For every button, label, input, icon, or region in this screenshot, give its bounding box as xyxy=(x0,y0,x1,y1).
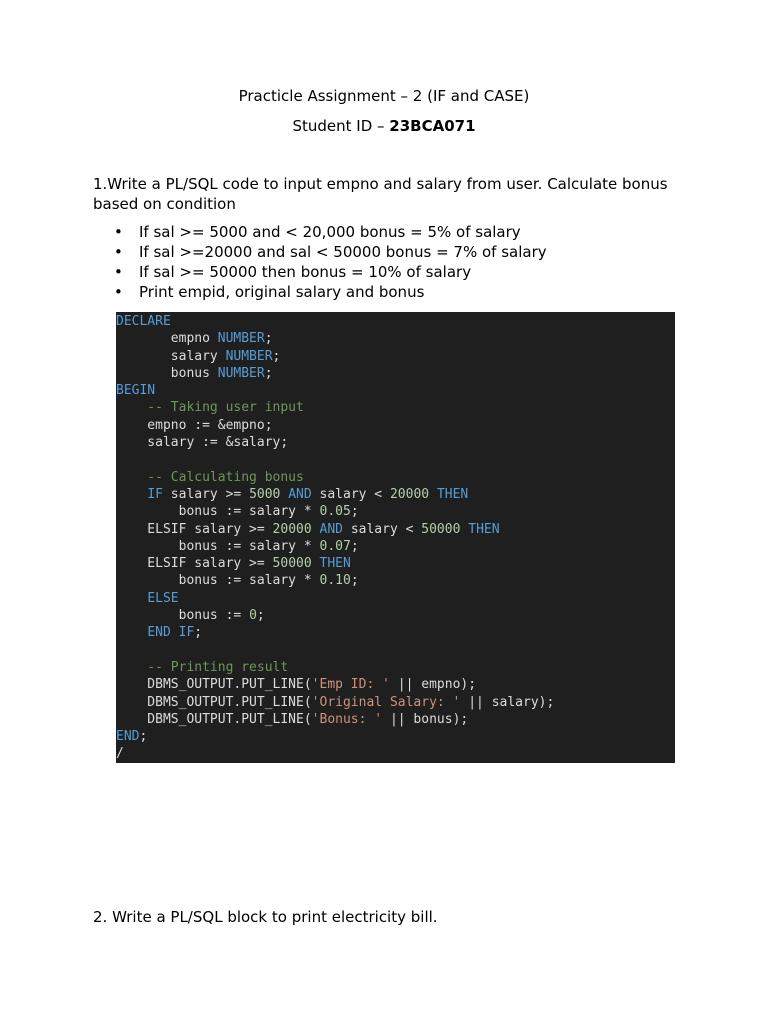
code-token: 0.10 xyxy=(319,573,351,589)
student-id-value: 23BCA071 xyxy=(389,117,476,135)
code-line xyxy=(116,365,675,382)
code-token: salary xyxy=(116,348,226,364)
code-token: ELSIF salary >= xyxy=(116,556,273,572)
list-item xyxy=(93,262,693,282)
code-line xyxy=(116,503,675,520)
question-2-text: 2. Write a PL/SQL block to print electricity bill. xyxy=(93,908,438,926)
code-line xyxy=(116,659,675,676)
list-item xyxy=(93,242,693,262)
assignment-title-text: Practicle Assignment – 2 (IF and CASE) xyxy=(238,87,530,105)
code-line xyxy=(116,607,675,624)
code-token: salary >= xyxy=(162,486,250,502)
code-token: ; xyxy=(139,729,148,745)
code-token: 50000 xyxy=(272,556,312,572)
code-line xyxy=(116,590,675,607)
code-token: ; xyxy=(264,331,273,347)
list-item-text: If sal >= 50000 then bonus = 10% of salary xyxy=(139,263,472,281)
code-token: DBMS_OUTPUT.PUT_LINE( xyxy=(116,694,312,710)
code-token xyxy=(116,487,147,502)
code-token: THEN xyxy=(436,486,469,502)
code-token: || bonus); xyxy=(382,711,469,727)
code-line xyxy=(116,521,675,538)
question-1-conditions xyxy=(93,222,693,302)
code-line xyxy=(116,728,675,745)
code-line xyxy=(116,469,675,486)
code-line xyxy=(116,555,675,572)
code-token: 5000 xyxy=(249,486,281,502)
code-token: THEN xyxy=(319,556,351,572)
code-token: salary < xyxy=(311,486,390,502)
code-token: bonus := salary * xyxy=(116,504,320,520)
code-token xyxy=(312,556,320,571)
code-token: 0 xyxy=(249,608,257,624)
code-token: ELSE xyxy=(147,590,179,606)
code-token: DBMS_OUTPUT.PUT_LINE( xyxy=(116,677,312,693)
list-item xyxy=(93,222,693,242)
code-token: 'Original Salary: ' xyxy=(311,694,461,710)
code-line xyxy=(116,745,675,762)
code-token: IF xyxy=(147,486,163,502)
code-token xyxy=(116,591,147,606)
question-1-text: 1.Write a PL/SQL code to input empno and salary from user. Calculate bonus based on condition xyxy=(93,175,668,213)
code-token: 'Emp ID: ' xyxy=(311,677,390,693)
code-token: NUMBER xyxy=(217,365,265,381)
student-id-line xyxy=(0,116,768,136)
code-token: 50000 xyxy=(421,521,461,537)
code-token: ; xyxy=(256,608,265,624)
code-line xyxy=(116,434,675,451)
code-token: NUMBER xyxy=(225,348,273,364)
code-token: bonus xyxy=(116,365,218,381)
bullet-icon: • xyxy=(114,243,123,261)
bullet-icon: • xyxy=(114,223,123,241)
code-token: salary < xyxy=(343,521,422,537)
code-line xyxy=(116,313,675,330)
code-token: AND xyxy=(288,486,312,502)
code-token: ; xyxy=(272,348,281,364)
code-token: -- Printing result xyxy=(116,659,289,675)
code-line xyxy=(116,399,675,416)
code-token: END xyxy=(116,729,140,745)
code-token: 20000 xyxy=(389,486,430,502)
code-token: ; xyxy=(350,504,359,520)
bullet-icon: • xyxy=(114,283,123,301)
code-token: || empno); xyxy=(389,677,477,693)
code-token: 0.07 xyxy=(319,538,351,554)
code-token: empno := &empno; xyxy=(116,417,273,433)
code-token: BEGIN xyxy=(116,383,156,399)
code-line xyxy=(116,676,675,693)
code-token: DECLARE xyxy=(116,314,171,329)
code-token: AND xyxy=(319,521,343,537)
code-line xyxy=(116,348,675,365)
code-token: ; xyxy=(264,365,273,381)
code-token xyxy=(116,625,147,640)
code-token: ; xyxy=(350,573,359,589)
code-token: END IF xyxy=(147,625,195,641)
code-token: empno xyxy=(116,331,218,347)
code-token: THEN xyxy=(468,521,500,537)
list-item-text: Print empid, original salary and bonus xyxy=(139,283,425,301)
code-token xyxy=(312,522,320,537)
code-line xyxy=(116,486,675,503)
code-token: salary := &salary; xyxy=(116,435,289,451)
code-token: 'Bonus: ' xyxy=(311,711,383,727)
code-screenshot xyxy=(116,312,675,763)
code-token: bonus := salary * xyxy=(116,538,320,554)
assignment-title xyxy=(0,86,768,106)
code-line xyxy=(116,624,675,641)
code-line xyxy=(116,572,675,589)
code-token: ; xyxy=(350,538,359,554)
code-token: ; xyxy=(194,625,203,641)
code-token: 0.05 xyxy=(319,504,351,520)
code-token: -- Taking user input xyxy=(116,400,304,416)
list-item xyxy=(93,282,693,302)
code-token: / xyxy=(116,746,124,762)
code-token: bonus := xyxy=(116,608,250,624)
code-line xyxy=(116,711,675,728)
code-token: bonus := salary * xyxy=(116,573,320,589)
code-token: || salary); xyxy=(460,694,555,710)
code-line xyxy=(116,382,675,399)
code-token: DBMS_OUTPUT.PUT_LINE( xyxy=(116,711,312,727)
code-token: -- Calculating bonus xyxy=(116,469,304,485)
bullet-icon: • xyxy=(114,263,123,281)
code-token: NUMBER xyxy=(217,331,265,347)
code-token: ELSIF salary >= xyxy=(116,521,273,537)
code-line xyxy=(116,538,675,555)
code-token xyxy=(429,487,437,502)
code-line xyxy=(116,330,675,347)
list-item-text: If sal >= 5000 and < 20,000 bonus = 5% of salary xyxy=(139,223,521,241)
list-item-text: If sal >=20000 and sal < 50000 bonus = 7% of salary xyxy=(139,243,547,261)
student-id-label: Student ID – xyxy=(292,117,390,135)
code-token: 20000 xyxy=(272,521,312,537)
code-line xyxy=(116,642,675,659)
code-line xyxy=(116,451,675,468)
code-line xyxy=(116,417,675,434)
code-line xyxy=(116,694,675,711)
